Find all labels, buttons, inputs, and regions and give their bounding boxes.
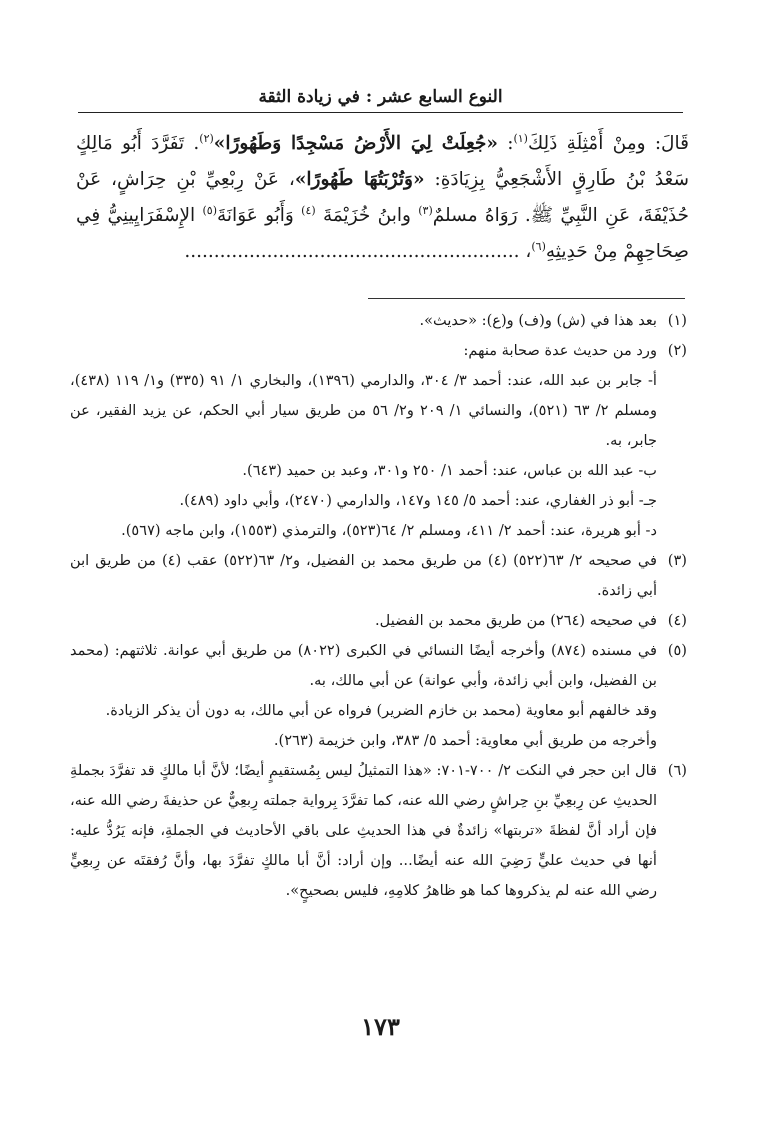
footnote-text: في صحيحه ٢/ ٦٣(٥٢٢) (٤) من طريق محمد بن الفضيل، و٢/ ٦٣(٥٢٢) عقب (٤) من طريق ابن أبي زائدة.: [70, 552, 658, 599]
footnote-body: [70, 336, 657, 546]
text-segment: ، .........................................................: [184, 241, 532, 262]
footnote-text: جـ- أبو ذر الغفاري، عند: أحمد ٥/ ١٤٥ و١٤٧، والدارمي (٢٤٧٠)، وأبي داود (٤٨٩).: [179, 492, 657, 509]
text-segment: وَأَبُو عَوَانَةَ: [216, 205, 302, 226]
footnote-number: (٣): [667, 552, 687, 569]
footnote-body: [70, 606, 657, 636]
footnote-body: [70, 756, 657, 906]
footnote-item: [70, 546, 687, 606]
footnote-separator: [368, 298, 685, 299]
footnote-text: أ- جابر بن عبد الله، عند: أحمد ٣/ ٣٠٤، والدارمي (١٣٩٦)، والبخاري ١/ ٩١ (٣٣٥) و١/ ١١٩ (٤٣٨)، ومسلم ٢/ ٦٣ (٥٢١)، والنسائي ١/ ٢٠٩ و٢/ ٥٦ من طريق سيار أبي الحكم، عن يزيد الفقير، عن جابر، به.: [70, 372, 658, 449]
footnote-item: [70, 606, 687, 636]
main-paragraph: [76, 126, 689, 270]
footnote-marker: (١): [513, 131, 528, 145]
footnote-item: [70, 306, 687, 336]
footnote-text: وقد خالفهم أبو معاوية (محمد بن خازم الضرير) فرواه عن أبي مالك، به دون أن يذكر الزيادة.: [105, 702, 657, 719]
text-segment: ، عَنْ رِبْعِيِّ بْنِ حِرَاشٍ، عَنْ حُذَيْفَةَ، عَنِ النَّبِيِّ ﷺ. رَوَاهُ مسلمٌ: [76, 169, 689, 226]
hadith-quote: «وَتُرْبَتُهَا طَهُورًا»: [294, 169, 425, 190]
footnote-text: في صحيحه (٢٦٤) من طريق محمد بن الفضيل.: [375, 612, 657, 629]
footnote-marker: (٢): [199, 131, 214, 145]
footnote-item: [70, 756, 687, 906]
text-segment: وابنُ خُزَيْمَةَ: [315, 205, 419, 226]
footnote-text: في مسنده (٨٧٤) وأخرجه أيضًا النسائي في الكبرى (٨٠٢٢) من طريق أبي عوانة. ثلاثتهم: (محمد بن الفضيل، وابن أبي زائدة، وأبي عوانة) عن أبي مالك، به.: [70, 642, 657, 689]
footnote-text: ب- عبد الله بن عباس، عند: أحمد ١/ ٢٥٠ و٣٠١، وعبد بن حميد (٦٤٣).: [242, 462, 657, 479]
footnote-marker: (٤): [301, 203, 316, 217]
footnotes: [70, 306, 687, 906]
footnote-text: بعد هذا في (ش) و(ف) و(ع): «حديث».: [419, 312, 657, 329]
text-segment: الإِسْفَرَايِينِيُّ فِي صِحَاحِهِمْ مِنْ حَدِيثِهِ: [76, 205, 689, 262]
footnote-marker: (٣): [418, 203, 433, 217]
footnote-number: (٤): [667, 612, 687, 629]
footnote-text: د- أبو هريرة، عند: أحمد ٢/ ٤١١، ومسلم ٢/ ٦٤(٥٢٣)، والترمذي (١٥٥٣)، وابن ماجه (٥٦٧).: [121, 522, 657, 539]
footnote-body: [70, 546, 657, 606]
footnote-text: قال ابن حجر في النكت ٢/ ٧٠٠-٧٠١: «هذا التمثيلُ ليس بِمُستقيمٍ أيضًا؛ لأنَّ أبا مالكٍ قد تفرَّدَ بجملةِ الحديثِ عن رِبعِيِّ بنِ حِراشٍ رضي الله عنه، كما تفرَّدَ بِرواية جملته رِبعِيٌّ عن حذيفةَ رضي الله عنه، فإن أراد أنَّ لفظةَ «تربتها» زائدةٌ في هذا الحديثِ على باقي الأحاديث في الجملةِ، فإنه يَرُدُّ عليه: أنها في حديث عليٍّ رَضِيَ الله عنه أيضًا... وإن أراد: أنَّ أبا مالكٍ تفرَّدَ بها، وأنَّ رُفقتَه عن رِبعِيٍّ رضي الله عنه لم يذكروها كما هو ظاهرُ كلامِهِ، فليس بصحيحٍ».: [70, 762, 657, 899]
footnote-text: ورد من حديث عدة صحابة منهم:: [463, 342, 657, 359]
footnote-marker: (٥): [202, 203, 217, 217]
footnote-number: (٢): [667, 342, 687, 359]
main-text: [76, 126, 689, 270]
footnote-text: وأخرجه من طريق أبي معاوية: أحمد ٥/ ٣٨٣، وابن خزيمة (٢٦٣).: [273, 732, 657, 749]
text-segment: :: [497, 133, 514, 154]
footnote-item: [70, 636, 687, 756]
footnote-item: [70, 336, 687, 546]
footnote-number: (٦): [667, 762, 687, 779]
footnote-body: [70, 636, 657, 756]
running-header: النوع السابع عشر : في زيادة الثقة: [78, 82, 683, 113]
hadith-quote: «جُعِلَتْ لِيَ الأَرْضُ مَسْجِدًا وَطَهُورًا»: [213, 133, 498, 154]
footnote-marker: (٦): [531, 239, 546, 253]
text-segment: . تَفَرَّدَ أَبُو مَالِكٍ سَعْدُ بْنُ طَارِقٍ الأَشْجَعِيُّ بِزِيَادَةِ:: [76, 133, 689, 190]
footnote-body: [70, 306, 657, 336]
footnote-number: (١): [667, 312, 687, 329]
text-segment: قَالَ: ومِنْ أَمْثِلَةِ ذَلِكَ: [527, 133, 689, 154]
footnote-number: (٥): [667, 642, 687, 659]
page-number: ١٧٣: [361, 1012, 400, 1041]
